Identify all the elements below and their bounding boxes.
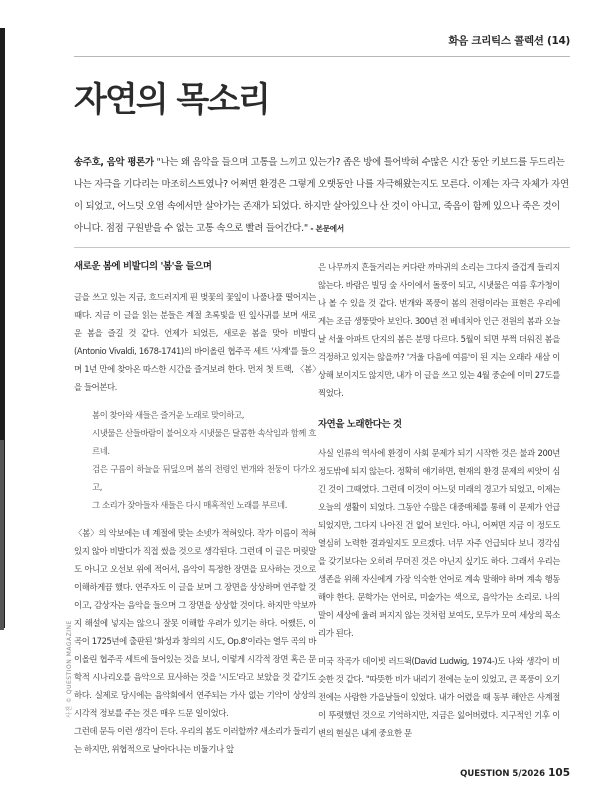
body-paragraph: 사실 인류의 역사에 환경이 사회 문제가 되기 시작한 것은 불과 200년 정도밖에 되지 않는다. 정확히 얘기하면, 현재의 환경 문제의 씨앗이 심긴 것이 그때였다. 그런데 이것이 어느덧 미래의 경고가 되었고, 이제는 오늘의 생활이 되었다. 그동안 수많은 대중매체를 통해 이 문제가 언급되었지만, 그다지 나아진 건 없어 보인다. 아니, 어쩌면 지금 이 정도도 열심히 노력한 결과일지도 모르겠다. 너무 자주 언급되다 보니 경각심을 갖기보다는 오히려 무뎌진 것은 아닌지 싶기도 하다. 그래서 우리는 생존을 위해 자신에게 가장 익숙한 언어로 계속 말해야 하며 계속 행동해야 한다. 문학가는 언어로, 미술가는 색으로, 음악가는 소리로. 나의 말이 세상에 울려 퍼지지 않는 것처럼 보여도, 모두가 모여 세상의 목소리가 된다. [318, 448, 560, 638]
photo-credit: 사진 © QUESTION MAGAZINE [66, 620, 73, 718]
magazine-issue: QUESTION 5/2026 [460, 769, 546, 779]
sonnet-line: 시냇물은 산들바람이 불어오자 시냇물은 달콤한 속삭임과 함께 흐르네. [92, 428, 316, 456]
body-paragraph: 〈봄〉의 악보에는 네 계절에 맞는 소넷가 적혀있다. 작가 이름이 적혀있지 않아 비발디가 직접 썼을 것으로 생각된다. 그런데 이 글은 머릿말도 아니고 오선보 위에 적어서, 음악이 특정한 장면을 묘사하는 것으로 이해하게끔 했다. 연주자도 이 글을 보며 그 장면을 상상하며 연주할 것이고, 감상자는 음악을 들으며 그 장면을 상상할 것이다. 하지만 악보까지 해설에 넣지는 않으니 잘못 이해할 우려가 있기는 하다. 어쨌든, 이 곡이 1725년에 출판된 '화성과 창의의 시도, Op.8'이라는 열두 곡의 바이올린 협주곡 세트에 들어있는 것을 보니, 이렇게 시각적 장면 혹은 문학적 시나리오를 음악으로 묘사하는 것을 '시도'라고 보았을 것 같기도 하다. 실제로 당시에는 음악회에서 연주되는 가사 없는 기악이 상상의 시각적 정보를 주는 것은 매우 드문 일이었다. [74, 528, 316, 718]
body-paragraph: 그런데 문득 이런 생각이 든다. 우리의 봄도 이러할까? 새소리가 들리기는 하지만, 위협적으로 날아다니는 비둘기나 앞 [74, 726, 316, 754]
body-paragraph: 은 나무까지 흔들거리는 커다란 까마귀의 소리는 그다지 즐겁게 들리지 않는다. 바람은 빌딩 숲 사이에서 돌풍이 되고, 시냇물은 여름 후가청이나 볼 수 있을 것 같다. 번개와 폭풍이 봄의 전령이라는 표현은 우리에게는 조금 생뚱맞아 보인다. 300년 전 베네치아 인근 전원의 봄과 오늘날 서울 아파트 단지의 봄은 분명 다르다. 5월이 되면 부쩍 더워진 봄을 걱정하고 있지는 않을까? '겨울 다음에 여름'이 된 지는 오래라 새삼 이상해 보이지도 않지만, 내가 이 글을 쓰고 있는 4월 중순에 이미 27도를 찍었다. [318, 262, 560, 398]
lead-source: - 본문에서 [307, 224, 344, 233]
article-title: 자연의 목소리 [74, 80, 269, 120]
header-divider [74, 56, 570, 57]
left-column [74, 258, 316, 758]
author-byline: 송주호, 음악 평론가 [74, 157, 154, 168]
page-number: 105 [548, 767, 570, 779]
body-paragraph: 글을 쓰고 있는 지금, 흐드러지게 핀 벚꽃의 꽃잎이 나풀나풀 떨어지는 때다. 지금 이 글을 읽는 분들은 계절 초록빛을 띤 잎사귀를 보며 새로운 봄을 즐길 것 같다. 언제가 되었든, 새로운 봄을 맞아 비발디(Antonio Vivaldi, 1678-1741)의 바이올린 협주곡 세트 '사계'를 들으며 1년 만에 찾아온 따스한 시간을 즐겨보려 한다. 먼저 첫 트랙, 〈봄〉을 들어본다. [74, 292, 316, 392]
lead-divider [74, 247, 570, 248]
page-footer [460, 767, 570, 779]
section-heading-spring: 새로운 봄에 비발디의 '봄'을 들으며 [74, 261, 212, 272]
sonnet-line: 봄이 찾아와 새들은 즐거운 노래로 맞이하고, [92, 410, 244, 420]
series-label: 화음 크리틱스 콜렉션 (14) [448, 35, 570, 47]
sonnet-line: 검은 구름이 하늘을 뒤덮으며 봄의 전령인 번개와 천둥이 다가오고, [92, 464, 316, 492]
lead-quote: "나는 왜 음악을 들으며 고통을 느끼고 있는가? 좁은 방에 틀어박혀 수많은 시간 동안 키보드를 두드리는 나는 자극을 기다리는 마조히스트였나? 어쩌면 환경은 그렇게 오랫동안 나를 자극해왔는지도 모른다. 이제는 자극 자체가 자연이 되었고, 어느덧 오염 속에서만 살아가는 존재가 되었다. 하지만 살아있으나 산 것이 아니고, 죽음이 함께 있으나 죽은 것이 아니다. 점점 구원받을 수 없는 고통 속으로 빨려 들어간다." [74, 157, 569, 234]
right-column [318, 258, 560, 742]
body-paragraph: 미국 작곡가 데이빗 러드윅(David Ludwig, 1974-)도 나와 생각이 비슷한 것 같다. "따뜻한 비가 내리기 전에는 눈이 있었고, 큰 폭풍이 오기 전에는 사람한 가을날들이 있었다. 내가 어렸을 때 동부 해안은 사계절이 뚜렷했던 것으로 기억하지만, 지금은 잃어버렸다. 지구적인 기후 이변의 현실은 내게 중요한 문 [318, 656, 560, 738]
section-heading-nature: 자연을 노래한다는 것 [318, 419, 402, 430]
lead-paragraph [74, 152, 570, 240]
sonnet-line: 그 소리가 잦아들자 새들은 다시 매혹적인 노래를 부르네. [92, 500, 287, 510]
edge-photo-strip-lower [0, 440, 4, 630]
